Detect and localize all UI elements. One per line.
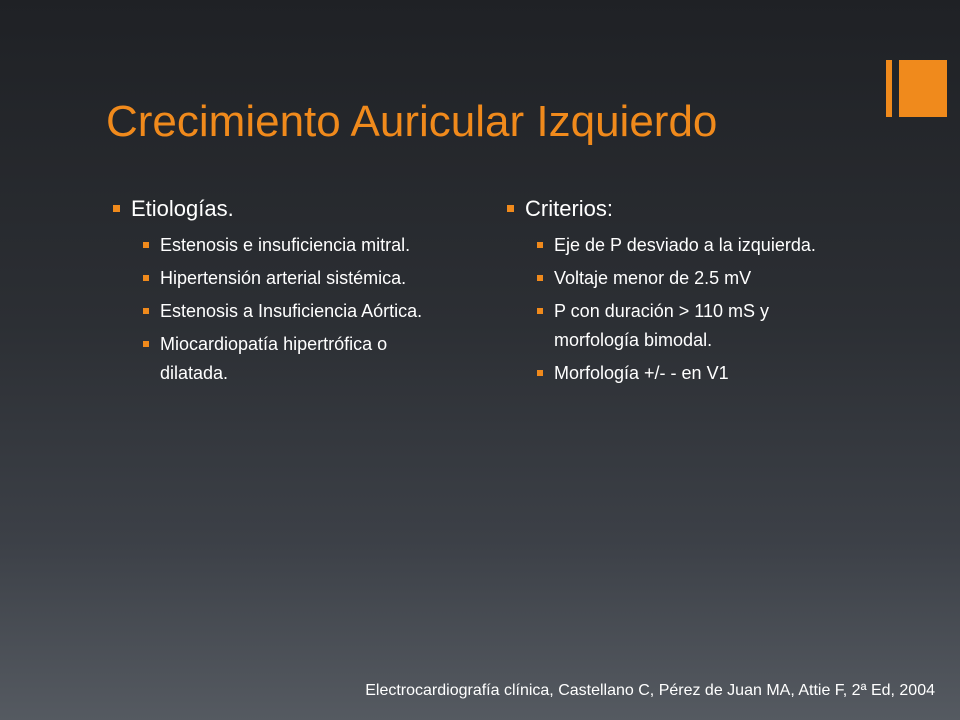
list-item-text: Voltaje menor de 2.5 mV	[554, 268, 752, 288]
list-item-text: Miocardiopatía hipertrófica o dilatada.	[160, 334, 388, 383]
list-item-text: Hipertensión arterial sistémica.	[160, 268, 407, 288]
list-item	[525, 231, 852, 260]
accent-bar-thick	[899, 60, 947, 117]
citation-footer: Electrocardiografía clínica, Castellano C, Pérez de Juan MA, Attie F, 2ª Ed, 2004	[365, 682, 935, 699]
list-item	[131, 297, 458, 326]
etiologies-section	[113, 193, 458, 388]
square-bullet-icon	[143, 275, 149, 281]
etiologies-heading: Etiologías.	[131, 196, 234, 221]
square-bullet-icon	[143, 242, 149, 248]
square-bullet-icon	[113, 205, 120, 212]
list-item-text: Estenosis a Insuficiencia Aórtica.	[160, 301, 423, 321]
slide-title: Crecimiento Auricular Izquierdo	[106, 97, 718, 146]
list-item	[131, 330, 458, 388]
square-bullet-icon	[537, 242, 543, 248]
square-bullet-icon	[143, 341, 149, 347]
square-bullet-icon	[537, 308, 543, 314]
criteria-column	[507, 193, 852, 392]
list-item	[131, 264, 458, 293]
list-item	[131, 231, 458, 260]
list-item-text: P con duración > 110 mS y morfología bimodal.	[554, 301, 769, 350]
etiologies-list	[131, 231, 458, 388]
square-bullet-icon	[507, 205, 514, 212]
criteria-list	[525, 231, 852, 388]
etiologies-column	[113, 193, 458, 392]
square-bullet-icon	[537, 275, 543, 281]
accent-bar-thin	[886, 60, 892, 117]
list-item-text: Morfología +/- - en V1	[554, 363, 729, 383]
list-item	[525, 359, 852, 388]
criteria-section	[507, 193, 852, 388]
criteria-heading: Criterios:	[525, 196, 614, 221]
square-bullet-icon	[143, 308, 149, 314]
list-item	[525, 264, 852, 293]
list-item-text: Eje de P desviado a la izquierda.	[554, 235, 816, 255]
list-item	[525, 297, 852, 355]
list-item-text: Estenosis e insuficiencia mitral.	[160, 235, 411, 255]
square-bullet-icon	[537, 370, 543, 376]
